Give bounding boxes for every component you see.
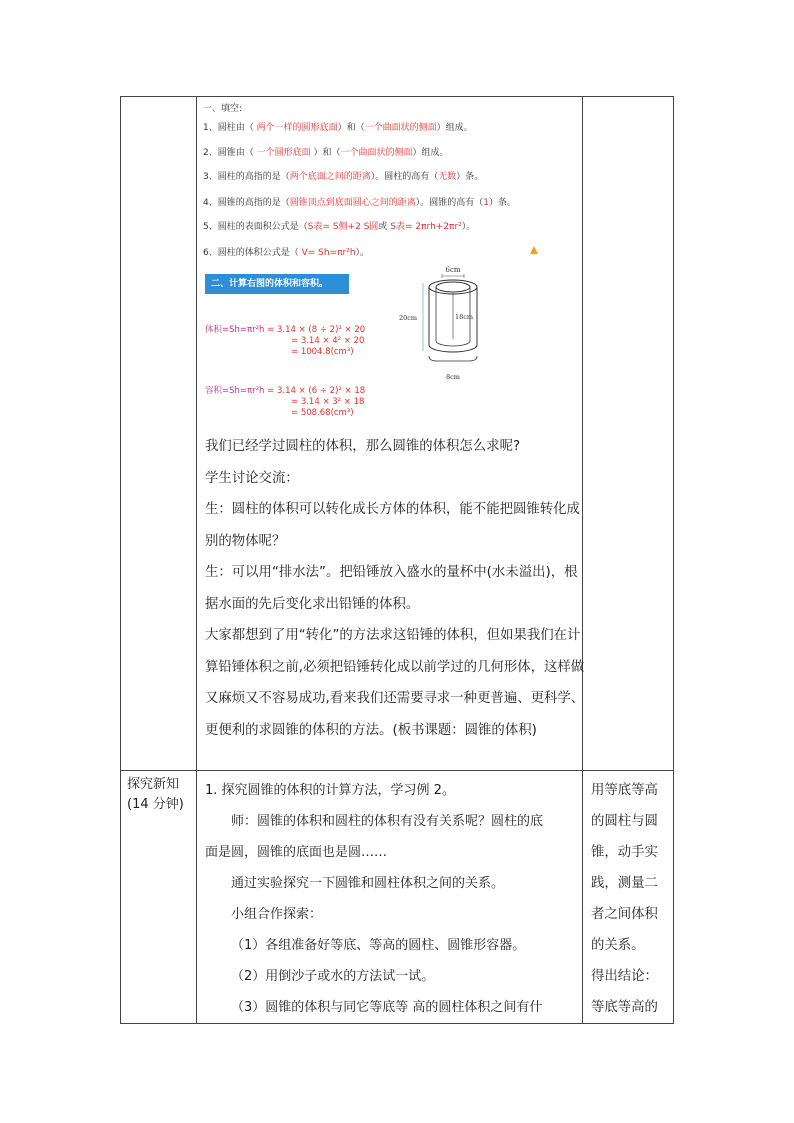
section2-label [127,775,193,815]
warning-triangle-icon [530,246,538,254]
note-line-3: 锥，动手实 [591,845,658,860]
row-divider [121,770,673,771]
figure-inner-label: 18cm [455,313,474,321]
capacity-calc [205,386,365,419]
paragraph-1: 我们已经学过圆柱的体积，那么圆锥的体积怎么求呢? [205,439,521,454]
note-line-2: 的圆柱与圆 [591,814,658,829]
section2-title: 探究新知 [127,777,180,792]
note-line-5: 者之间体积 [591,907,658,922]
paragraph-3: 生：圆柱的体积可以转化成长方体的体积，能不能把圆锥转化成别的物体呢？ [205,502,580,549]
figure-bottom-label: 8cm [446,373,460,381]
section2-line-4: 通过实验探究一下圆锥和圆柱体积之间的关系。 [231,876,505,891]
note-line-8: 等底等高的 [591,1000,658,1015]
paragraph-5: 大家都想到了用“转化”的方法求这铅锤的体积，但如果我们在计算铅锤体积之前,必须把铅锤转化成以前学过的几何形体，这样做又麻烦又不容易成功,看来我们还需要寻求一种更普遍、更科学、更便利的求圆锥的体积的方法。(板书课题：圆锥的体积) [205,628,585,738]
note-line-4: 践，测量二 [591,876,658,891]
fill-item-2: 2、圆锥由（ 一个圆形底面 ）和（一个曲面状的侧面）组成。 [203,148,449,158]
fill-item-6: 6、圆柱的体积公式是（ V= Sh=πr²h）。 [203,248,370,258]
volume-line-2: = 3.14 × 4² × 20 [291,336,365,346]
section2-line-1: 1. 探究圆锥的体积的计算方法，学习例 2。 [205,783,455,798]
cylinder-figure [397,261,517,389]
capacity-line-2: = 3.14 × 3² × 18 [291,397,365,407]
fill-heading: 一、填空: [203,104,243,114]
note-line-7: 得出结论： [591,969,658,984]
section2-line-8: （3）圆锥的体积与同它等底等 高的圆柱体积之间有什 [231,1000,543,1015]
fill-item-4: 4、圆锥的高指的是（圆锥顶点到底面圆心之间的距离）。圆锥的高有（1）条。 [203,198,517,208]
note-line-1: 用等底等高 [591,783,658,798]
section2-duration: (14 分钟) [127,797,184,812]
figure-top-label: 6cm [445,266,461,274]
lesson-table [120,96,674,1024]
section2-line-6: （1）各组准备好等底、等高的圆柱、圆锥形容器。 [231,938,526,953]
volume-label: 体积=Sh=πr²h [205,325,265,335]
note-line-6: 的关系。 [591,938,645,953]
paragraph-2: 学生讨论交流： [205,471,299,486]
section2-line-5: 小组合作探索： [231,907,323,922]
capacity-label: 容积=Sh=πr²h [205,386,265,396]
volume-line-3: = 1004.8(cm³) [291,347,354,357]
section2-line-7: （2）用倒沙子或水的方法试一试。 [231,969,435,984]
calc-banner: 二、计算右图的体积和容积。 [205,274,349,294]
section2-body [205,775,579,1023]
fill-item-3: 3、圆柱的高指的是（两个底面之间的距离）。圆柱的高有（无数）条。 [203,172,484,182]
figure-left-label: 20cm [399,314,418,322]
fill-item-1: 1、圆柱由（ 两个一样的圆形底面）和（一个曲面状的侧面）组成。 [203,123,473,133]
volume-line-1: = 3.14 × (8 ÷ 2)² × 20 [264,325,366,335]
capacity-line-3: = 508.68(cm³) [291,408,354,418]
section2-line-3: 面是圆，圆锥的底面也是圆…… [205,845,388,860]
paragraph-4: 生：可以用“排水法”。把铅锤放入盛水的量杯中(水未溢出)，根据水面的先后变化求出铅锤的体积。 [205,565,578,612]
capacity-line-1: = 3.14 × (6 ÷ 2)² × 18 [264,386,366,396]
volume-calc [205,325,365,358]
fill-item-5: 5、圆柱的表面积公式是（S表= S侧+2 S圆或 S表= 2πrh+2πr²）。 [203,222,476,232]
section2-notes [591,775,675,1023]
section2-line-2: 师：圆锥的体积和圆柱的体积有没有关系呢？圆柱的底 [231,814,544,829]
